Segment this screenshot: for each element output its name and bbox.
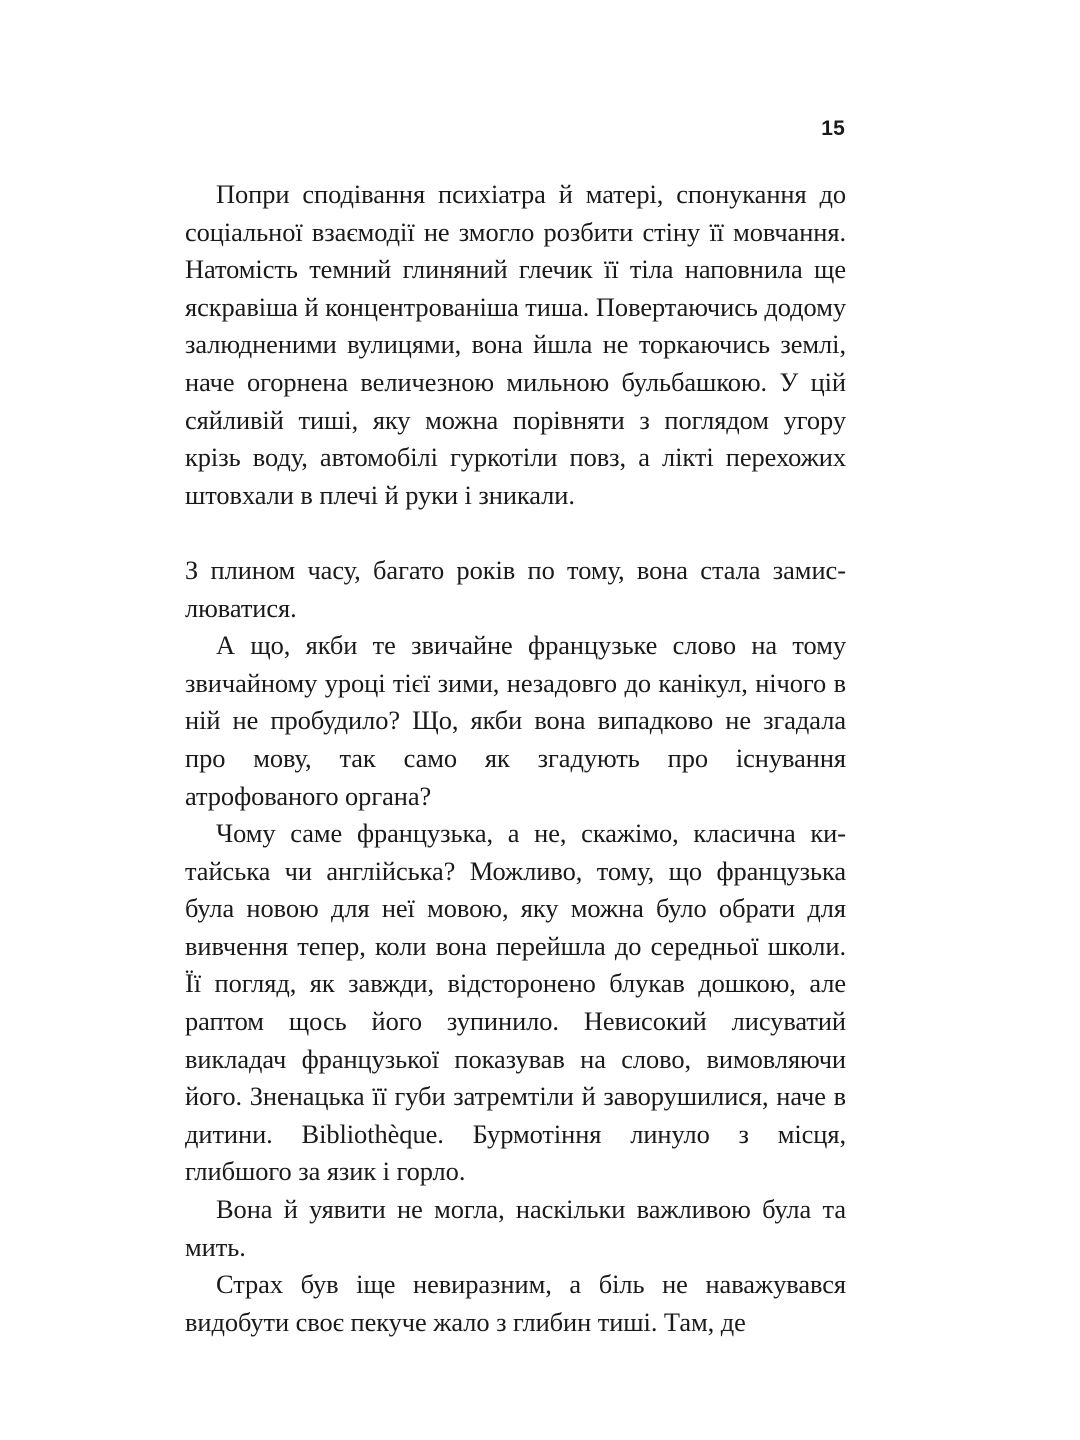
page-number: 15 [821,117,845,140]
paragraph-6: Страх був іще невиразним, а біль не наважувався видобути своє пекуче жало з глибин тиші. Там, де [185,1269,846,1337]
french-loanword-bibliotheque: Bibliothèque. [301,1118,444,1149]
paragraph-4-text-before-loanword: Чому саме французька, а не, скажімо, класична китайська чи англійська? Можливо, тому, що французька була новою для неї мовою, яку можна було обрати для вивчення тепер, коли вона перейшла до середньої школи. Її погляд, як завжди, відсторонено блукав дошкою, але раптом щось його зупинило. Невисокий лисуватий викладач французької показував на слово, вимовляючи його. Зненацька її губи затремтіли й заворушилися, наче в дитини. [185,818,846,1149]
paragraph-1: Попри сподівання психіатра й матері, спонукання до соціальної взаємодії не змогло розбити стіну її мовчання. Натомість темний глиняний глечик її тіла наповнила ще яскравіша й концентрованіша тиша. Повертаючись додому залюдненими вулицями, вона йшла не торкаючись землі, наче огорнена величезною мильною бульбашкою. У цій сяйливій тиші, яку можна порівняти з поглядом угору крізь воду, автомобілі гуркотіли повз, а лікті перехожих штовхали в плечі й руки і зникали. [185,179,846,510]
body-text-block [185,176,846,1341]
paragraph-3: А що, якби те звичайне французьке слово на тому звичайному уроці тієї зими, незадовго до канікул, нічого в ній не пробудило? Що, якби вона випадково не згадала про мову, так само як згадують про існування атрофованого органа? [185,630,846,811]
paragraph-4-text-after-loanword: Бурмотіння линуло з місця, глибшого за язик і горло. [185,1118,846,1187]
paragraph-4 [185,815,846,1191]
paragraph-5: Вона й уявити не могла, наскільки важливою була та мить. [185,1194,846,1262]
paragraph-2: З плином часу, багато років по тому, вона стала замислюватися. [185,554,846,623]
